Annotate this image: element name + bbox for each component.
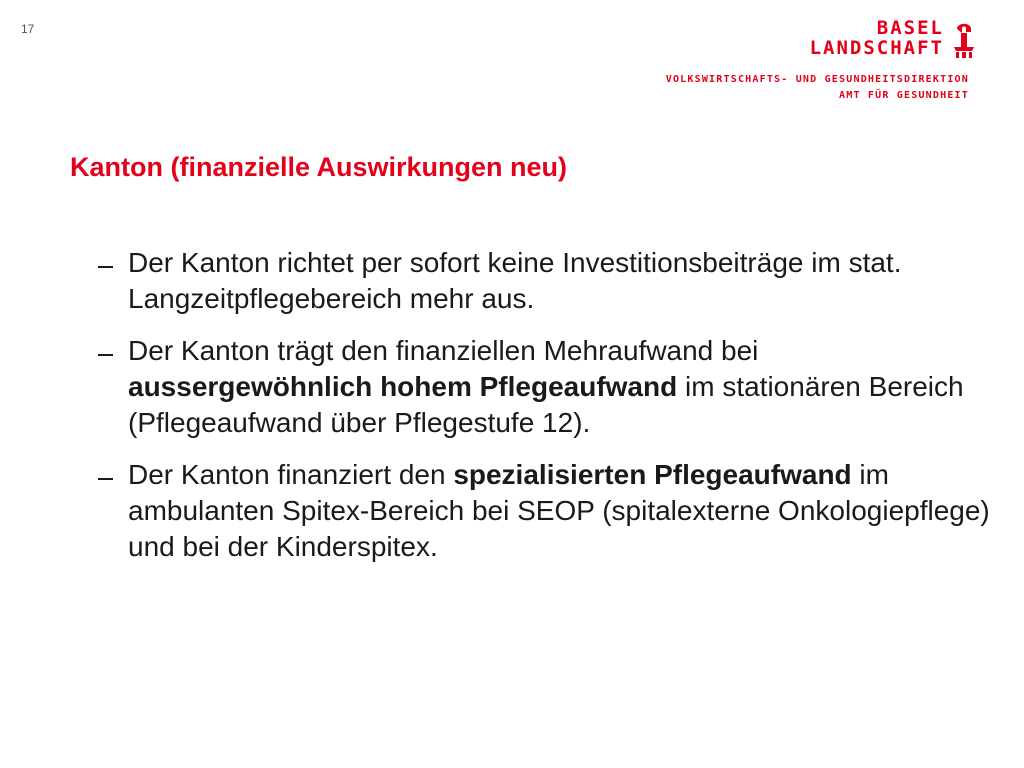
slide-title: Kanton (finanzielle Auswirkungen neu): [70, 152, 568, 182]
bullet-text: Der Kanton trägt den finanziellen Mehraufwand bei: [128, 335, 759, 366]
department-block: [666, 72, 969, 104]
baselland-logo: [676, 18, 976, 62]
bullet-item: [96, 457, 996, 565]
bullet-list: [96, 245, 996, 581]
department-name: VOLKSWIRTSCHAFTS- UND GESUNDHEITSDIREKTION: [665, 74, 969, 85]
bullet-text: im ambulanten Spitex-Bereich bei SEOP (spitalexterne Onkologiepflege) und bei der Kinderspitex.: [128, 459, 990, 562]
bullet-emphasis: spezialisierten Pflegeaufwand: [453, 459, 852, 490]
logo-line-2: LANDSCHAFT: [809, 37, 944, 59]
office-name: AMT FÜR GESUNDHEIT: [839, 90, 969, 101]
bullet-item: [96, 245, 996, 317]
page-number: 17: [21, 22, 35, 36]
baselland-crozier-icon: [952, 20, 976, 60]
bullet-text: Der Kanton richtet per sofort keine Investitionsbeiträge im stat. Langzeitpflegebereich mehr aus.: [128, 247, 902, 314]
bullet-text: Der Kanton finanziert den: [128, 459, 454, 490]
bullet-text: im stationären Bereich (Pflegeaufwand über Pflegestufe 12).: [128, 371, 964, 438]
bullet-emphasis: aussergewöhnlich hohem Pflegeaufwand: [128, 371, 678, 402]
logo-line-1: BASEL: [876, 17, 944, 39]
bullet-item: [96, 333, 996, 441]
